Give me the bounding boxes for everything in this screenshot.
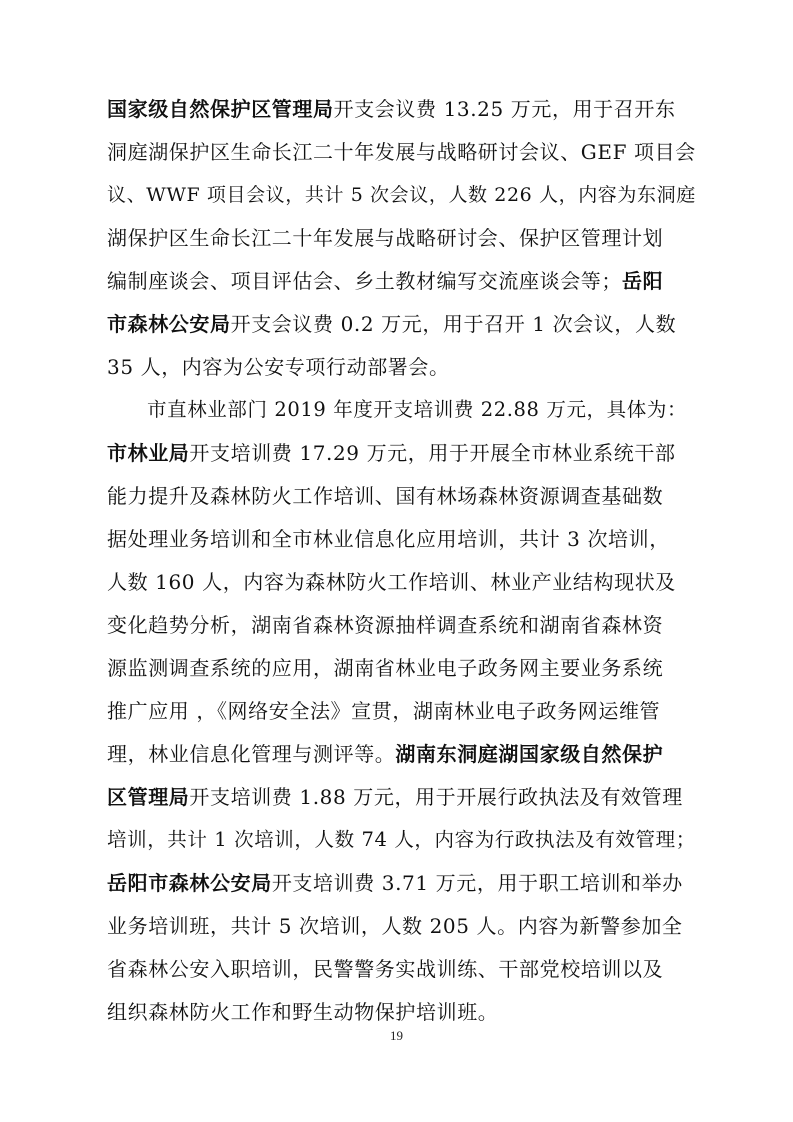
line-text: 开支培训费 17.29 万元，用于开展全市林业系统干部	[189, 441, 676, 465]
text-line	[107, 784, 697, 810]
text-line	[107, 139, 697, 165]
bold-entity: 岳阳市森林公安局	[107, 871, 272, 895]
bold-entity: 湖南东洞庭湖国家级自然保护	[395, 742, 664, 766]
line-text: 开支培训费 3.71 万元，用于职工培训和举办	[271, 871, 683, 895]
text-line	[107, 999, 697, 1025]
bold-entity: 区管理局	[107, 785, 190, 809]
text-line	[107, 483, 697, 509]
line-text: 培训，共计 1 次培训，人数 74 人，内容为行政执法及有效管理；	[107, 828, 696, 851]
line-text: 议、WWF 项目会议，共计 5 次会议，人数 226 人，内容为东洞庭	[107, 184, 696, 206]
text-line	[107, 913, 697, 939]
text-line	[107, 612, 697, 638]
line-text: 据处理业务培训和全市林业信息化应用培训，共计 3 次培训，	[107, 527, 670, 551]
line-text: 编制座谈会、项目评估会、乡土教材编写交流座谈会等；	[107, 269, 622, 293]
line-text: 推广应用 ，《网络安全法》宣贯，湖南林业电子政务网运维管	[107, 699, 661, 723]
line-text: 能力提升及森林防火工作培训、国有林场森林资源调查基础数	[107, 484, 664, 508]
text-line	[107, 440, 697, 466]
line-text: 开支会议费 0.2 万元，用于召开 1 次会议，人数	[230, 312, 677, 336]
text-line	[107, 311, 697, 337]
text-line	[107, 827, 697, 853]
line-text: 开支培训费 1.88 万元，用于开展行政执法及有效管理	[189, 785, 683, 809]
line-text: 市直林业部门 2019 年度开支培训费 22.88 万元，具体为：	[147, 398, 688, 421]
line-text: 省森林公安入职培训，民警警务实战训练、干部党校培训以及	[107, 957, 664, 981]
line-text: 人数 160 人，内容为森林防火工作培训、林业产业结构现状及	[107, 570, 676, 594]
line-text: 开支会议费 13.25 万元，用于召开东	[333, 97, 676, 121]
text-line	[107, 354, 697, 380]
line-text: 变化趋势分析，湖南省森林资源抽样调查系统和湖南省森林资	[107, 613, 664, 637]
text-line	[107, 698, 697, 724]
text-line	[107, 225, 697, 251]
line-text: 理，林业信息化管理与测评等。	[107, 742, 396, 766]
line-text: 35 人，内容为公安专项行动部署会。	[107, 355, 450, 379]
bold-entity: 岳阳	[622, 269, 664, 293]
paragraph-first-line	[147, 397, 697, 423]
line-text: 湖保护区生命长江二十年发展与战略研讨会、保护区管理计划	[107, 226, 664, 250]
text-line	[107, 655, 697, 681]
text-line	[107, 741, 697, 767]
line-text: 业务培训班，共计 5 次培训，人数 205 人。内容为新警参加全	[107, 914, 683, 938]
text-line	[107, 526, 697, 552]
text-line	[107, 182, 697, 208]
text-line	[107, 268, 697, 294]
text-line	[107, 569, 697, 595]
line-text: 洞庭湖保护区生命长江二十年发展与战略研讨会议、GEF 项目会	[107, 140, 696, 164]
text-line	[107, 96, 697, 122]
bold-entity: 市林业局	[107, 441, 190, 465]
text-line	[107, 956, 697, 982]
line-text: 源监测调查系统的应用，湖南省林业电子政务网主要业务系统	[107, 656, 664, 680]
text-line	[107, 870, 697, 896]
bold-entity: 市森林公安局	[107, 312, 231, 336]
line-text: 组织森林防火工作和野生动物保护培训班。	[107, 1000, 499, 1024]
page-number: 19	[390, 1028, 403, 1043]
bold-entity: 国家级自然保护区管理局	[107, 97, 334, 121]
